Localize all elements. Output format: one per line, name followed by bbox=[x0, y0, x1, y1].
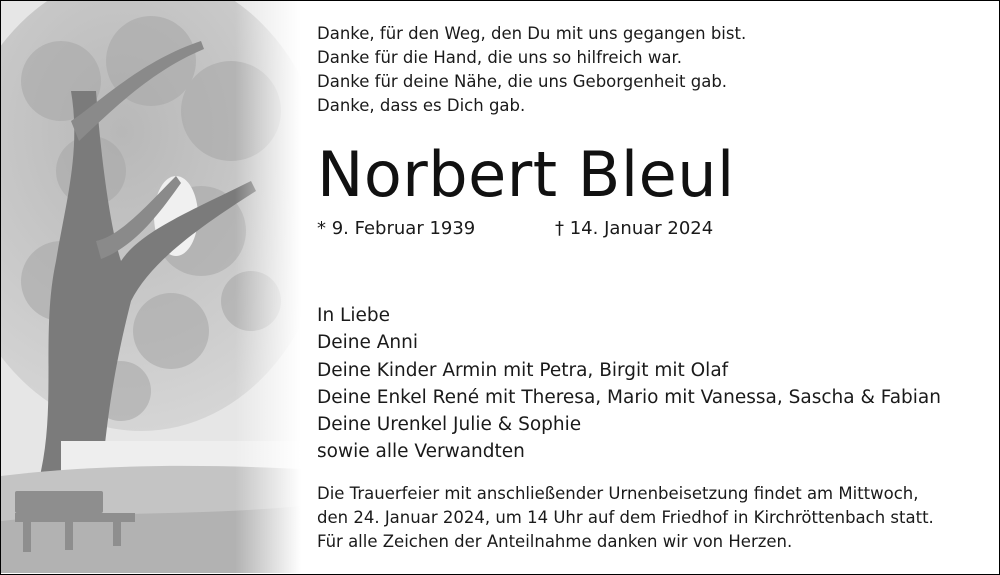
mourners-line: Deine Enkel René mit Theresa, Mario mit Vanessa, Sascha & Fabian bbox=[317, 386, 941, 408]
tree-bench-photo bbox=[1, 1, 301, 573]
mourners-line: Deine Anni bbox=[317, 332, 419, 354]
funeral-notice bbox=[317, 482, 934, 554]
mourners-line: In Liebe bbox=[317, 305, 391, 326]
mourners-line: Deine Urenkel Julie & Sophie bbox=[317, 414, 582, 436]
poem-line: Danke, dass es Dich gab. bbox=[317, 96, 526, 115]
life-dates bbox=[317, 218, 714, 239]
notice-line: Für alle Zeichen der Anteilnahme danken wir von Herzen. bbox=[317, 532, 793, 551]
death-date: † 14. Januar 2024 bbox=[555, 218, 714, 239]
birth-date: * 9. Februar 1939 bbox=[317, 218, 476, 239]
notice-line: Die Trauerfeier mit anschließender Urnenbeisetzung findet am Mittwoch, bbox=[317, 484, 919, 503]
poem bbox=[317, 22, 746, 118]
poem-line: Danke für deine Nähe, die uns Geborgenheit gab. bbox=[317, 72, 728, 91]
mourners-line: Deine Kinder Armin mit Petra, Birgit mit Olaf bbox=[317, 359, 729, 381]
mourners-line: sowie alle Verwandten bbox=[317, 441, 525, 463]
poem-line: Danke für die Hand, die uns so hilfreich war. bbox=[317, 48, 682, 67]
notice-line: den 24. Januar 2024, um 14 Uhr auf dem Friedhof in Kirchröttenbach statt. bbox=[317, 508, 934, 527]
mourners-list bbox=[317, 302, 941, 466]
deceased-name: Norbert Bleul bbox=[317, 138, 735, 211]
poem-line: Danke, für den Weg, den Du mit uns gegangen bist. bbox=[317, 24, 747, 43]
